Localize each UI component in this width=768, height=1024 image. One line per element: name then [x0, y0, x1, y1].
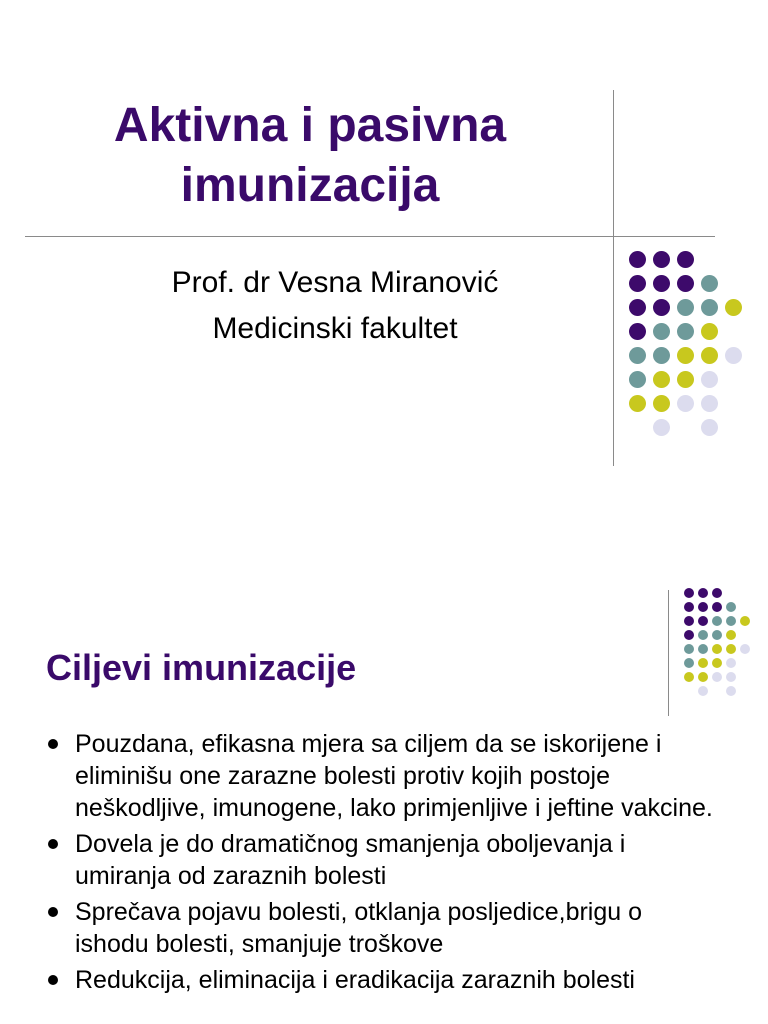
bullet-dot-icon: [48, 739, 58, 749]
bullet-list: [46, 728, 716, 1000]
decorative-dot-icon: [677, 395, 694, 412]
decorative-dot-icon: [726, 686, 736, 696]
title-line-2: imunizacija: [180, 159, 440, 212]
slide-2-title: Ciljevi imunizacije: [46, 647, 357, 688]
decorative-dot-icon: [677, 347, 694, 364]
decorative-dot-icon: [701, 275, 718, 292]
decorative-dot-icon: [712, 588, 722, 598]
bullet-dot-icon: [48, 975, 58, 985]
decorative-dot-icon: [698, 602, 708, 612]
slide-1-subtitle: [40, 260, 630, 352]
bullet-text: Redukcija, eliminacija i eradikacija zaraznih bolesti: [75, 966, 635, 994]
decorative-dot-icon: [726, 630, 736, 640]
decorative-dot-icon: [653, 275, 670, 292]
decorative-dot-icon: [740, 644, 750, 654]
decorative-dot-icon: [725, 347, 742, 364]
decorative-dot-icon: [701, 323, 718, 340]
bullet-item: [46, 896, 716, 960]
decorative-dot-icon: [698, 686, 708, 696]
decorative-dot-icon: [698, 672, 708, 682]
bullet-item: [46, 828, 716, 892]
decorative-dot-icon: [629, 323, 646, 340]
decorative-dot-icon: [629, 251, 646, 268]
bullet-dot-icon: [48, 839, 58, 849]
title-line-1: Aktivna i pasivna: [113, 99, 507, 152]
decorative-dot-icon: [698, 616, 708, 626]
slide-1-title: [20, 96, 600, 216]
institution-name: Medicinski fakultet: [212, 312, 458, 345]
decorative-dot-icon: [677, 371, 694, 388]
decorative-dot-icon: [684, 644, 694, 654]
decorative-dot-icon: [629, 299, 646, 316]
decorative-dot-icon: [629, 371, 646, 388]
decorative-dot-icon: [677, 251, 694, 268]
decorative-dot-icon: [712, 658, 722, 668]
horizontal-rule: [25, 236, 715, 237]
decorative-dot-icon: [740, 616, 750, 626]
decorative-dot-icon: [698, 630, 708, 640]
decorative-dot-icon: [629, 275, 646, 292]
bullet-item: [46, 964, 716, 996]
decorative-dot-icon: [677, 299, 694, 316]
author-name: Prof. dr Vesna Miranović: [171, 266, 499, 299]
decorative-dot-icon: [712, 602, 722, 612]
decorative-dot-icon: [684, 658, 694, 668]
vertical-rule-small: [668, 590, 669, 716]
bullet-dot-icon: [48, 907, 58, 917]
bullet-item: [46, 728, 716, 824]
bullet-text: Sprečava pojavu bolesti, otklanja posljedice,brigu o ishodu bolesti, smanjuje troškove: [75, 898, 643, 958]
decorative-dot-icon: [712, 616, 722, 626]
decorative-dot-icon: [726, 616, 736, 626]
decorative-dot-icon: [653, 395, 670, 412]
slide-2: [0, 512, 768, 1024]
decorative-dot-icon: [629, 395, 646, 412]
decorative-dot-icon: [677, 275, 694, 292]
decorative-dot-icon: [701, 395, 718, 412]
bullet-text: Dovela je do dramatičnog smanjenja oboljevanja i umiranja od zaraznih bolesti: [75, 830, 626, 890]
decorative-dot-icon: [701, 371, 718, 388]
decorative-dot-icon: [684, 630, 694, 640]
decorative-dot-icon: [653, 419, 670, 436]
decorative-dot-icon: [684, 602, 694, 612]
decorative-dot-icon: [629, 347, 646, 364]
decorative-dot-icon: [701, 299, 718, 316]
decorative-dot-icon: [725, 299, 742, 316]
decorative-dot-icon: [698, 644, 708, 654]
decorative-dot-icon: [677, 323, 694, 340]
decorative-dot-icon: [653, 251, 670, 268]
decorative-dot-icon: [653, 371, 670, 388]
decorative-dot-icon: [698, 658, 708, 668]
decorative-dot-icon: [701, 419, 718, 436]
decorative-dot-icon: [653, 323, 670, 340]
decorative-dot-icon: [726, 658, 736, 668]
decorative-dot-icon: [653, 299, 670, 316]
decorative-dot-icon: [698, 588, 708, 598]
decorative-dot-icon: [684, 616, 694, 626]
decorative-dot-icon: [726, 602, 736, 612]
decorative-dot-icon: [684, 588, 694, 598]
decorative-dot-icon: [712, 672, 722, 682]
decorative-dot-icon: [712, 644, 722, 654]
decorative-dot-icon: [684, 672, 694, 682]
decorative-dot-icon: [726, 644, 736, 654]
decorative-dot-icon: [701, 347, 718, 364]
decorative-dot-icon: [726, 672, 736, 682]
decorative-dot-icon: [712, 630, 722, 640]
bullet-text: Pouzdana, efikasna mjera sa ciljem da se iskorijene i eliminišu one zarazne bolesti protiv kojih postoje neškodljive, imunogene, lako primjenljive i jeftine vakcine.: [75, 730, 713, 822]
decorative-dot-icon: [653, 347, 670, 364]
